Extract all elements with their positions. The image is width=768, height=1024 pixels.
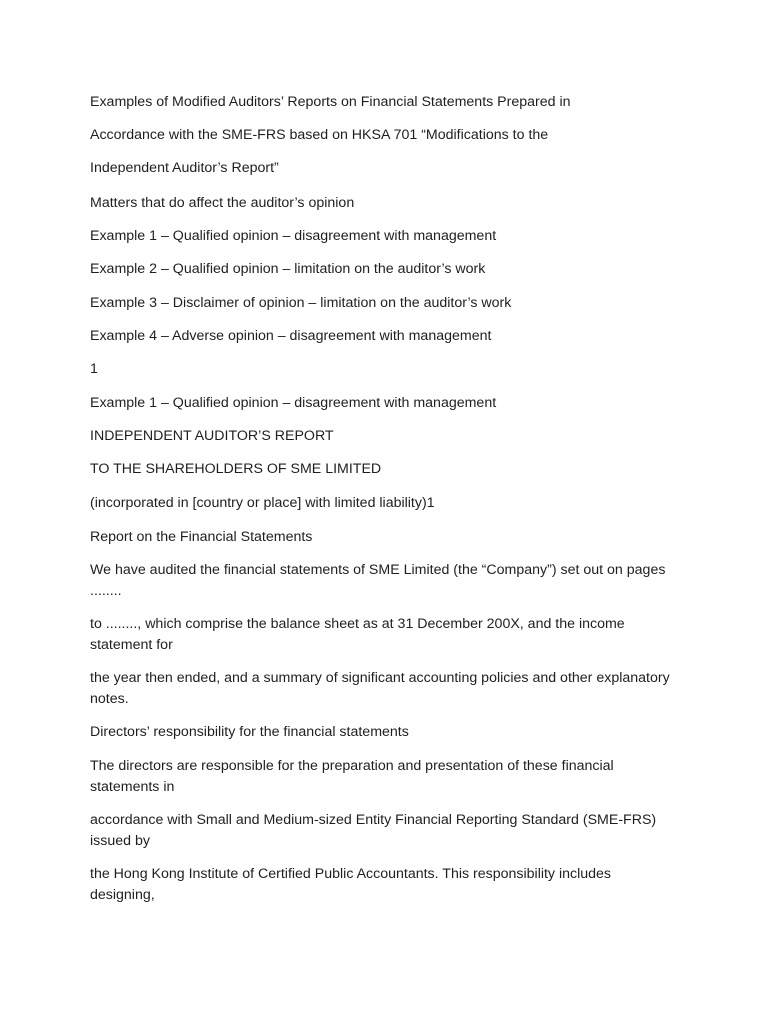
body-paragraph: the year then ended, and a summary of significant accounting policies and other explanatory notes. bbox=[90, 670, 670, 707]
example-list-item: Example 4 – Adverse opinion – disagreement with management bbox=[90, 328, 492, 344]
body-paragraph: The directors are responsible for the preparation and presentation of these financial statements in bbox=[90, 758, 614, 795]
example-list-item: Example 2 – Qualified opinion – limitation on the auditor’s work bbox=[90, 261, 486, 277]
example-list-item: Example 1 – Qualified opinion – disagreement with management bbox=[90, 228, 497, 244]
page-number: 1 bbox=[90, 361, 98, 377]
incorporation-note: (incorporated in [country or place] with limited liability)1 bbox=[90, 495, 435, 511]
body-paragraph: accordance with Small and Medium-sized Entity Financial Reporting Standard (SME-FRS) issued by bbox=[90, 812, 657, 849]
section-heading: Matters that do affect the auditor’s opinion bbox=[90, 195, 355, 211]
body-paragraph: We have audited the financial statements of SME Limited (the “Company”) set out on pages ........ bbox=[90, 562, 666, 599]
responsibility-heading: Directors’ responsibility for the financial statements bbox=[90, 724, 409, 740]
body-paragraph: to ........, which comprise the balance sheet as at 31 December 200X, and the income statement for bbox=[90, 616, 625, 653]
report-addressee: TO THE SHAREHOLDERS OF SME LIMITED bbox=[90, 461, 382, 477]
body-paragraph: the Hong Kong Institute of Certified Public Accountants. This responsibility includes designing, bbox=[90, 866, 612, 903]
document-title-line-2: Accordance with the SME-FRS based on HKSA 701 “Modifications to the bbox=[90, 127, 549, 143]
example-heading: Example 1 – Qualified opinion – disagreement with management bbox=[90, 395, 497, 411]
report-title: INDEPENDENT AUDITOR’S REPORT bbox=[90, 428, 334, 444]
example-list-item: Example 3 – Disclaimer of opinion – limitation on the auditor’s work bbox=[90, 295, 512, 311]
document-title-line-3: Independent Auditor’s Report” bbox=[90, 160, 279, 176]
document-title-line-1: Examples of Modified Auditors’ Reports on Financial Statements Prepared in bbox=[90, 94, 571, 110]
report-subheading: Report on the Financial Statements bbox=[90, 529, 313, 545]
